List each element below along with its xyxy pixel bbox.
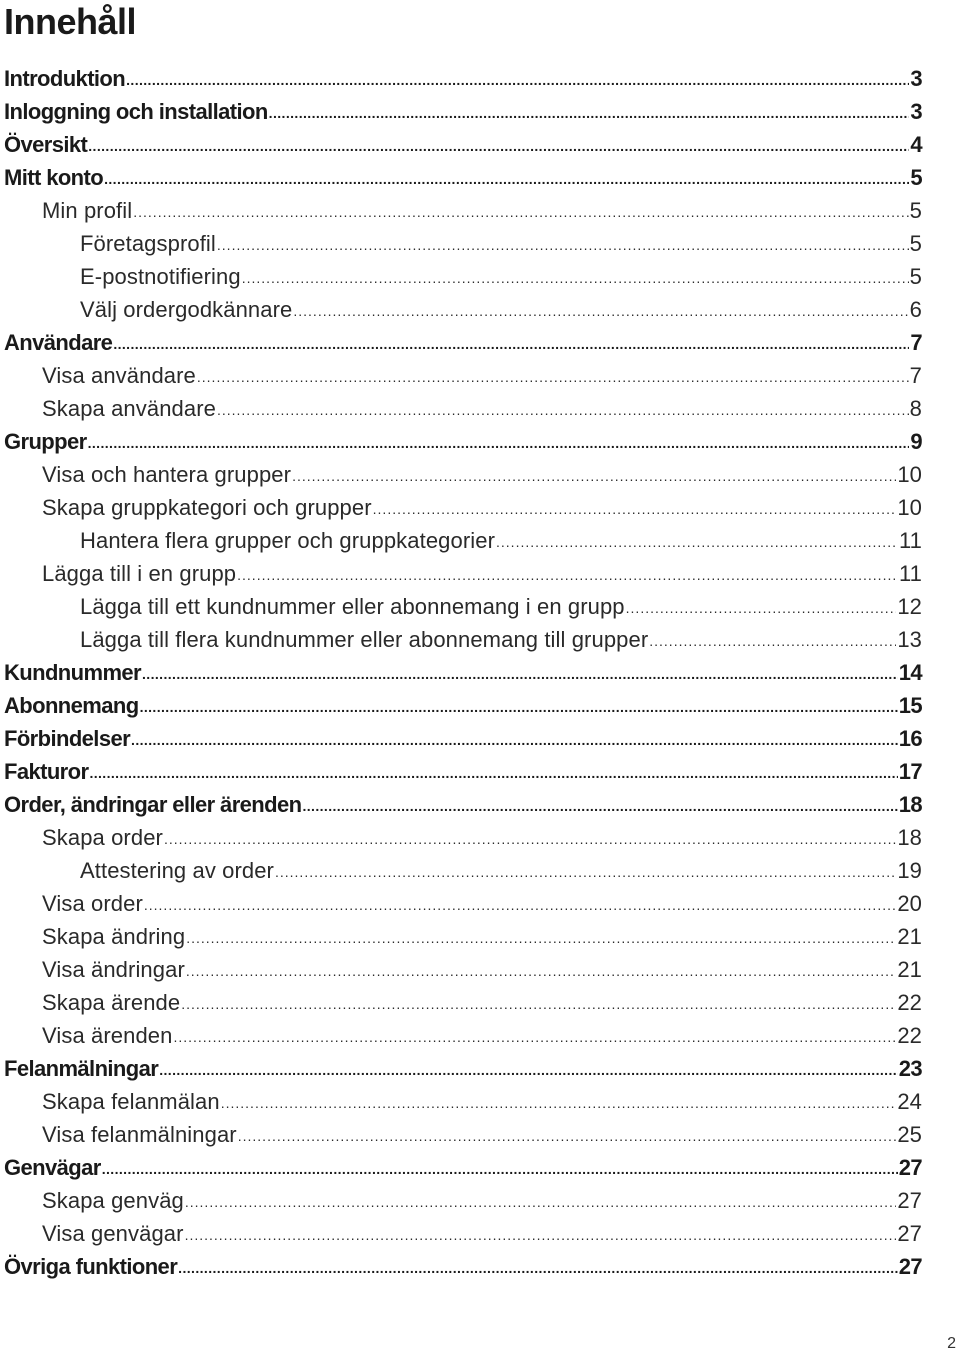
toc-entry-label: Grupper <box>4 429 87 454</box>
toc-entry-page: 21 <box>897 957 922 982</box>
toc-entry[interactable] <box>4 854 922 887</box>
toc-entry-page: 19 <box>897 858 922 883</box>
toc-entry[interactable] <box>4 161 922 194</box>
toc-entry-page: 16 <box>898 726 922 751</box>
dot-leader <box>89 757 897 790</box>
toc-entry-label: Företagsprofil <box>80 231 216 256</box>
toc-entry-label: Skapa gruppkategori och grupper <box>42 495 372 520</box>
toc-entry-page: 22 <box>897 990 922 1015</box>
toc-entry-label: Attestering av order <box>80 858 274 883</box>
toc-entry-label: Visa ändringar <box>42 957 185 982</box>
toc-entry[interactable] <box>4 557 922 590</box>
toc-entry[interactable] <box>4 326 922 359</box>
toc-entry[interactable] <box>4 1019 922 1052</box>
page-title: Innehåll <box>4 1 137 42</box>
toc-entry[interactable] <box>4 1085 922 1118</box>
toc-entry-label: Användare <box>4 330 113 355</box>
dot-leader <box>217 229 909 262</box>
toc-entry-page: 6 <box>909 297 922 322</box>
toc-entry-page: 3 <box>910 66 922 91</box>
toc-entry-page: 5 <box>910 165 922 190</box>
toc-entry[interactable] <box>4 722 922 755</box>
toc-entry-page: 7 <box>910 330 922 355</box>
toc-entry[interactable] <box>4 920 922 953</box>
toc-entry-page: 27 <box>897 1188 922 1213</box>
dot-leader <box>275 856 896 889</box>
toc-entry[interactable] <box>4 1217 922 1250</box>
toc-entry-label: Visa och hantera grupper <box>42 462 292 487</box>
toc-entry[interactable] <box>4 1052 922 1085</box>
toc-entry-label: Skapa ärende <box>42 990 181 1015</box>
dot-leader <box>221 1087 897 1120</box>
toc-entry-label: Genvägar <box>4 1155 101 1180</box>
dot-leader <box>302 790 897 823</box>
toc-entry-page: 18 <box>897 825 922 850</box>
dot-leader <box>186 922 896 955</box>
toc-entry-page: 21 <box>897 924 922 949</box>
toc-entry[interactable] <box>4 1250 922 1283</box>
toc-entry-label: Lägga till ett kundnummer eller abonnemang i en grupp <box>80 594 625 619</box>
dot-leader <box>88 427 910 460</box>
toc-entry-label: Skapa felanmälan <box>42 1089 220 1114</box>
dot-leader <box>626 592 897 625</box>
toc-entry[interactable] <box>4 392 922 425</box>
toc-entry-page: 17 <box>898 759 922 784</box>
toc-entry-page: 10 <box>897 495 922 520</box>
dot-leader <box>238 1120 897 1153</box>
toc-entry-label: Övriga funktioner <box>4 1254 178 1279</box>
toc-entry-page: 13 <box>897 627 922 652</box>
dot-leader <box>292 460 896 493</box>
dot-leader <box>185 1186 896 1219</box>
dot-leader <box>140 691 898 724</box>
dot-leader <box>242 262 909 295</box>
dot-leader <box>496 526 898 559</box>
toc-entry[interactable] <box>4 260 922 293</box>
toc-entry-page: 27 <box>897 1221 922 1246</box>
toc-entry[interactable] <box>4 524 922 557</box>
toc-entry-page: 10 <box>897 462 922 487</box>
toc-entry-page: 22 <box>897 1023 922 1048</box>
toc-entry-page: 18 <box>898 792 922 817</box>
toc-entry-label: Skapa ändring <box>42 924 186 949</box>
toc-entry-page: 8 <box>909 396 922 421</box>
toc-entry[interactable] <box>4 293 922 326</box>
dot-leader <box>197 361 909 394</box>
toc-entry[interactable] <box>4 755 922 788</box>
toc-entry-label: Skapa order <box>42 825 163 850</box>
toc-entry[interactable] <box>4 689 922 722</box>
toc-entry-page: 27 <box>898 1254 922 1279</box>
toc-entry-page: 15 <box>898 693 922 718</box>
page-number: 2 <box>947 1335 956 1352</box>
toc-entry-page: 3 <box>910 99 922 124</box>
toc-entry[interactable] <box>4 491 922 524</box>
toc-entry-label: Visa order <box>42 891 143 916</box>
toc-entry[interactable] <box>4 227 922 260</box>
toc-entry-label: Visa användare <box>42 363 196 388</box>
dot-leader <box>181 988 896 1021</box>
toc-entry[interactable] <box>4 425 922 458</box>
toc-entry-page: 5 <box>909 231 922 256</box>
dot-leader <box>178 1252 898 1285</box>
toc-entry-label: Visa felanmälningar <box>42 1122 237 1147</box>
toc-entry-label: Min profil <box>42 198 133 223</box>
toc-entry-label: Abonnemang <box>4 693 139 718</box>
table-of-contents <box>4 62 922 1283</box>
dot-leader <box>142 658 898 691</box>
toc-entry-page: 12 <box>897 594 922 619</box>
toc-entry-label: Lägga till flera kundnummer eller abonnemang till grupper <box>80 627 649 652</box>
toc-entry-page: 11 <box>898 561 922 586</box>
dot-leader <box>159 1054 898 1087</box>
toc-entry[interactable] <box>4 194 922 227</box>
toc-entry[interactable] <box>4 1184 922 1217</box>
dot-leader <box>269 97 910 130</box>
toc-entry[interactable] <box>4 458 922 491</box>
dot-leader <box>185 1219 897 1252</box>
dot-leader <box>104 163 909 196</box>
toc-entry-label: E-postnotifiering <box>80 264 241 289</box>
toc-entry-label: Förbindelser <box>4 726 131 751</box>
toc-entry-page: 5 <box>909 264 922 289</box>
toc-entry-label: Felanmälningar <box>4 1056 159 1081</box>
dot-leader <box>102 1153 898 1186</box>
dot-leader <box>88 130 909 163</box>
dot-leader <box>217 394 909 427</box>
dot-leader <box>144 889 896 922</box>
dot-leader <box>173 1021 896 1054</box>
dot-leader <box>649 625 896 658</box>
dot-leader <box>373 493 897 526</box>
toc-entry[interactable] <box>4 656 922 689</box>
toc-entry[interactable] <box>4 887 922 920</box>
toc-entry-page: 23 <box>898 1056 922 1081</box>
toc-entry-page: 24 <box>897 1089 922 1114</box>
toc-entry-label: Visa genvägar <box>42 1221 184 1246</box>
toc-entry[interactable] <box>4 128 922 161</box>
toc-entry-label: Order, ändringar eller ärenden <box>4 792 302 817</box>
toc-entry-page: 11 <box>898 528 922 553</box>
toc-entry[interactable] <box>4 1118 922 1151</box>
toc-entry[interactable] <box>4 788 922 821</box>
toc-entry-label: Inloggning och installation <box>4 99 268 124</box>
dot-leader <box>131 724 898 757</box>
toc-entry-page: 27 <box>898 1155 922 1180</box>
toc-entry-label: Introduktion <box>4 66 126 91</box>
dot-leader <box>186 955 896 988</box>
toc-entry-page: 7 <box>909 363 922 388</box>
toc-entry[interactable] <box>4 986 922 1019</box>
toc-entry-label: Mitt konto <box>4 165 104 190</box>
toc-entry-page: 4 <box>910 132 922 157</box>
toc-entry[interactable] <box>4 590 922 623</box>
toc-entry[interactable] <box>4 821 922 854</box>
dot-leader <box>126 64 909 97</box>
dot-leader <box>133 196 908 229</box>
toc-entry-label: Skapa användare <box>42 396 216 421</box>
toc-entry-label: Lägga till i en grupp <box>42 561 237 586</box>
toc-entry-label: Kundnummer <box>4 660 142 685</box>
toc-entry[interactable] <box>4 95 922 128</box>
toc-entry-label: Skapa genväg <box>42 1188 184 1213</box>
toc-entry-page: 5 <box>909 198 922 223</box>
toc-entry-label: Visa ärenden <box>42 1023 173 1048</box>
toc-entry[interactable] <box>4 359 922 392</box>
toc-entry-label: Välj ordergodkännare <box>80 297 293 322</box>
dot-leader <box>293 295 908 328</box>
dot-leader <box>113 328 909 361</box>
toc-entry[interactable] <box>4 1151 922 1184</box>
toc-entry-page: 25 <box>897 1122 922 1147</box>
toc-entry[interactable] <box>4 953 922 986</box>
toc-entry-label: Översikt <box>4 132 88 157</box>
dot-leader <box>164 823 896 856</box>
toc-entry[interactable] <box>4 62 922 95</box>
toc-entry-label: Hantera flera grupper och gruppkategorier <box>80 528 496 553</box>
toc-entry-page: 20 <box>897 891 922 916</box>
dot-leader <box>237 559 898 592</box>
toc-entry-label: Fakturor <box>4 759 89 784</box>
toc-entry-page: 14 <box>898 660 922 685</box>
toc-entry-page: 9 <box>910 429 922 454</box>
toc-entry[interactable] <box>4 623 922 656</box>
